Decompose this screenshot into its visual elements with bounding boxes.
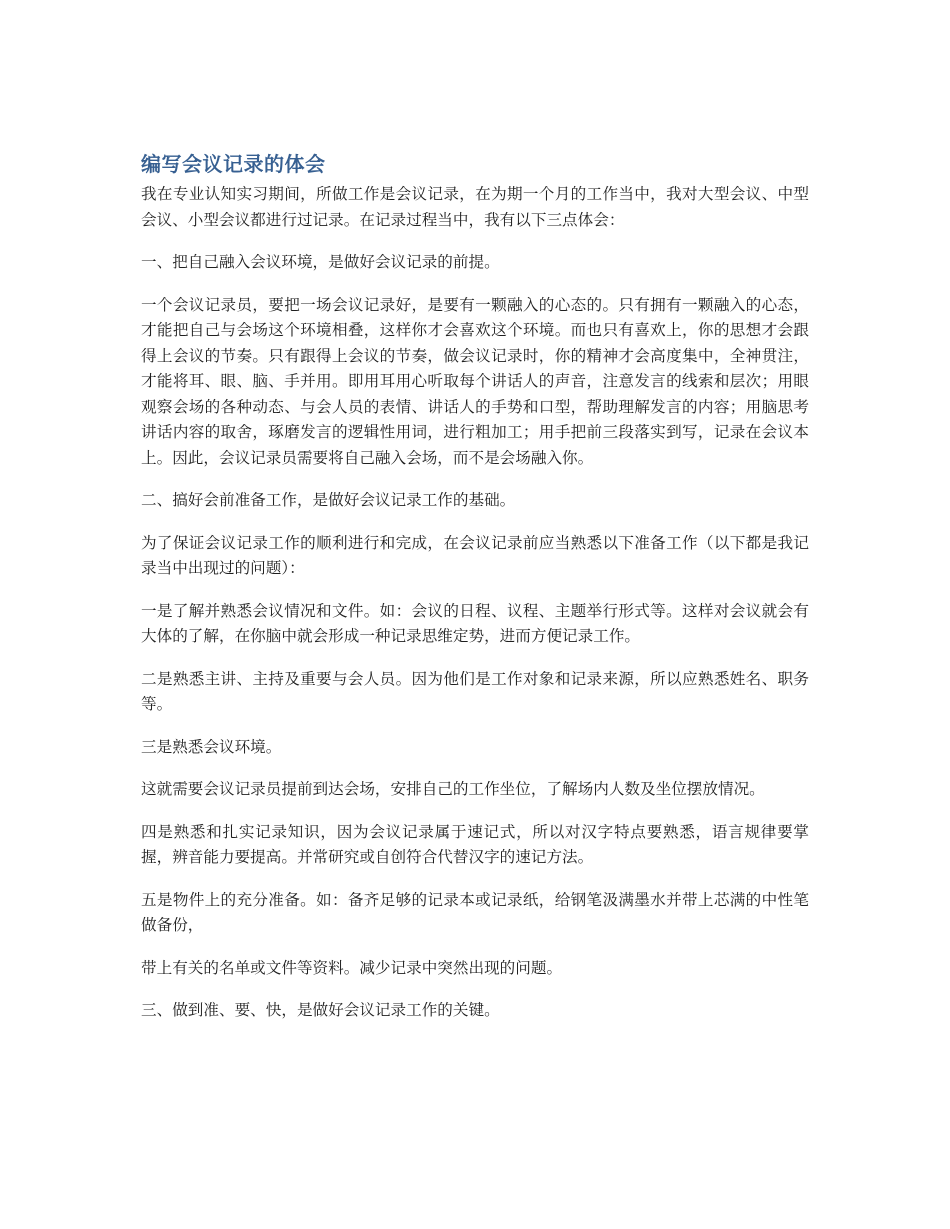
paragraph-item-1: 一是了解并熟悉会议情况和文件。如：会议的日程、议程、主题举行形式等。这样对会议就会有大体的了解，在你脑中就会形成一种记录思维定势，进而方便记录工作。 (141, 601, 809, 645)
document-page (141, 150, 809, 1041)
document-title: 编写会议记录的体会 (141, 152, 326, 176)
paragraph-section-1-heading: 一、把自己融入会议环境，是做好会议记录的前提。 (141, 253, 500, 271)
paragraph-intro: 我在专业认知实习期间，所做工作是会议记录，在为期一个月的工作当中，我对大型会议、中型会议、小型会议都进行过记录。在记录过程当中，我有以下三点体会： (141, 185, 809, 229)
paragraph-item-5-continued: 带上有关的名单或文件等资料。减少记录中突然出现的问题。 (141, 958, 563, 977)
paragraph-section-2-intro: 为了保证会议记录工作的顺利进行和完成，在会议记录前应当熟悉以下准备工作（以下都是我记录当中出现过的问题）： (141, 533, 809, 577)
paragraph-item-2: 二是熟悉主讲、主持及重要与会人员。因为他们是工作对象和记录来源，所以应熟悉姓名、职务等。 (141, 669, 809, 713)
paragraph-item-5: 五是物件上的充分准备。如：备齐足够的记录本或记录纸，给钢笔汲满墨水并带上芯满的中性笔做备份， (141, 890, 809, 934)
paragraph-item-3: 三是熟悉会议环境。 (141, 737, 282, 756)
paragraph-section-3-heading: 三、做到准、要、快，是做好会议记录工作的关键。 (141, 1001, 500, 1019)
paragraph-section-1-body: 一个会议记录员，要把一场会议记录好，是要有一颗融入的心态的。只有拥有一颗融入的心态，才能把自己与会场这个环境相叠，这样你才会喜欢这个环境。而也只有喜欢上，你的思想才会跟得上会议的节奏。只有跟得上会议的节奏，做会议记录时，你的精神才会高度集中，全神贯注，才能将耳、眼、脑、手并用。即用耳用心听取每个讲话人的声音，注意发言的线索和层次；用眼观察会场的各种动态、与会人员的表情、讲话人的手势和口型，帮助理解发言的内容；用脑思考讲话内容的取舍，琢磨发言的逻辑性用词，进行粗加工；用手把前三段落实到写，记录在会议本上。因此，会议记录员需要将自己融入会场，而不是会场融入你。 (141, 295, 809, 467)
paragraph-item-3-detail: 这就需要会议记录员提前到达会场，安排自己的工作坐位，了解场内人数及坐位摆放情况。 (141, 780, 765, 798)
paragraph-item-4: 四是熟悉和扎实记录知识，因为会议记录属于速记式，所以对汉字特点要熟悉，语言规律要掌握，辨音能力要提高。并常研究或自创符合代替汉字的速记方法。 (141, 822, 809, 866)
paragraph-section-2-heading: 二、搞好会前准备工作，是做好会议记录工作的基础。 (141, 491, 516, 509)
